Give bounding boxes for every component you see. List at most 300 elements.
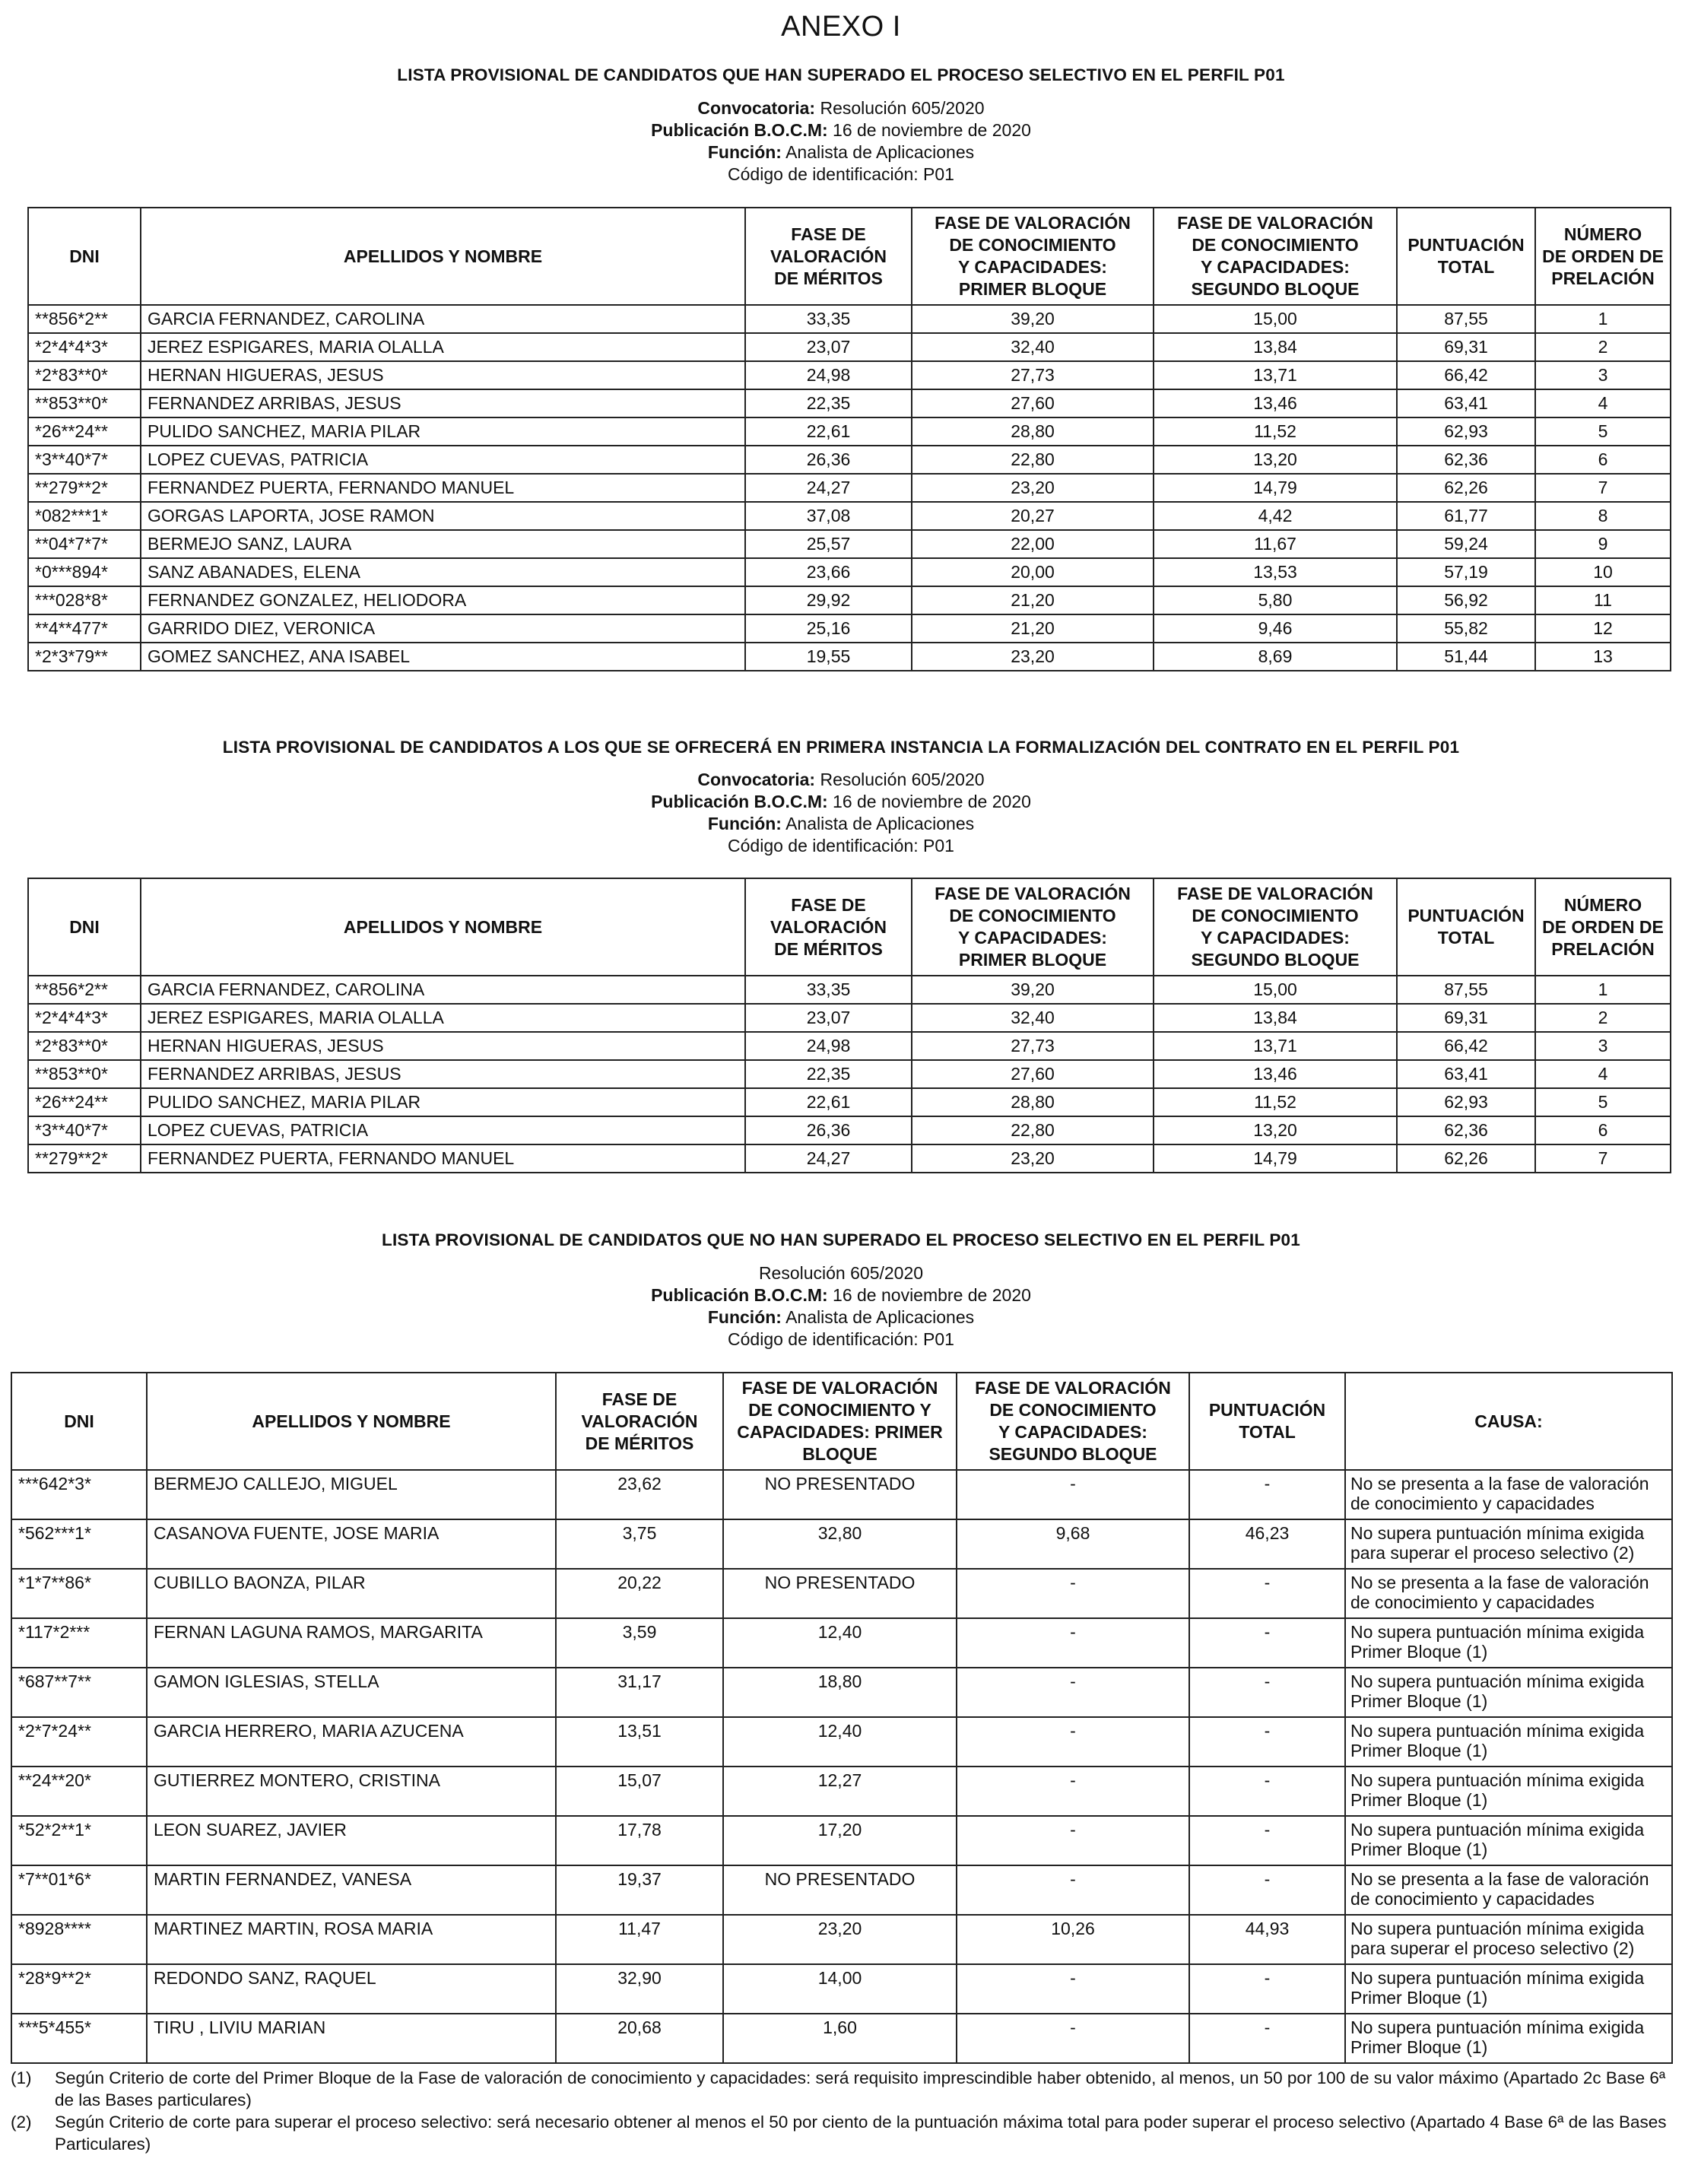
- meritos-cell: 33,35: [745, 305, 912, 333]
- name-cell: CASANOVA FUENTE, JOSE MARIA: [147, 1519, 556, 1569]
- col-segundo-bloque: FASE DE VALORACIÓN DE CONOCIMIENTO Y CAPACIDADES: SEGUNDO BLOQUE: [957, 1373, 1189, 1470]
- dni-cell: *2*3*79**: [28, 643, 141, 671]
- primer-bloque-cell: 27,60: [912, 389, 1154, 417]
- col-total: PUNTUACIÓN TOTAL: [1397, 878, 1535, 976]
- name-cell: FERNANDEZ PUERTA, FERNANDO MANUEL: [141, 1144, 745, 1173]
- col-meritos: FASE DE VALORACIÓN DE MÉRITOS: [745, 878, 912, 976]
- primer-bloque-cell: NO PRESENTADO: [723, 1569, 957, 1618]
- name-cell: TIRU , LIVIU MARIAN: [147, 2014, 556, 2063]
- table-header-row: [28, 878, 1671, 976]
- meritos-cell: 24,98: [745, 361, 912, 389]
- segundo-bloque-cell: 13,46: [1154, 389, 1397, 417]
- segundo-bloque-cell: -: [957, 1717, 1189, 1767]
- total-cell: -: [1189, 1470, 1345, 1519]
- primer-bloque-cell: NO PRESENTADO: [723, 1865, 957, 1915]
- table-row: [11, 1915, 1672, 1964]
- table-row: [11, 1964, 1672, 2014]
- dni-cell: **279**2*: [28, 474, 141, 502]
- section3-meta: [0, 1262, 1682, 1351]
- meritos-cell: 22,61: [745, 417, 912, 446]
- meritos-cell: 3,59: [556, 1618, 723, 1668]
- orden-cell: 3: [1535, 1032, 1671, 1060]
- total-cell: 66,42: [1397, 1032, 1535, 1060]
- dni-cell: **856*2**: [28, 305, 141, 333]
- segundo-bloque-cell: 13,46: [1154, 1060, 1397, 1088]
- meritos-cell: 23,07: [745, 333, 912, 361]
- primer-bloque-cell: 14,00: [723, 1964, 957, 2014]
- primer-bloque-cell: 39,20: [912, 976, 1154, 1004]
- table-row: [11, 1767, 1672, 1816]
- section2-heading: LISTA PROVISIONAL DE CANDIDATOS A LOS QUE SE OFRECERÁ EN PRIMERA INSTANCIA LA FORMALIZACIÓN DEL CONTRATO EN EL PERFIL P01: [222, 738, 1460, 757]
- segundo-bloque-cell: 13,20: [1154, 1116, 1397, 1144]
- total-cell: 62,36: [1397, 1116, 1535, 1144]
- segundo-bloque-cell: -: [957, 1816, 1189, 1865]
- table-row: [28, 586, 1671, 614]
- meritos-cell: 24,98: [745, 1032, 912, 1060]
- dni-cell: *2*7*24**: [11, 1717, 147, 1767]
- causa-cell: No supera puntuación mínima exigida Primer Bloque (1): [1345, 1964, 1672, 2014]
- total-cell: -: [1189, 1865, 1345, 1915]
- primer-bloque-cell: 23,20: [912, 643, 1154, 671]
- meritos-cell: 33,35: [745, 976, 912, 1004]
- total-cell: 51,44: [1397, 643, 1535, 671]
- dni-cell: *2*4*4*3*: [28, 1004, 141, 1032]
- name-cell: LOPEZ CUEVAS, PATRICIA: [141, 446, 745, 474]
- dni-cell: **4**477*: [28, 614, 141, 643]
- total-cell: -: [1189, 1569, 1345, 1618]
- meta-convocatoria: Convocatoria: Resolución 605/2020: [697, 98, 985, 118]
- primer-bloque-cell: 27,73: [912, 361, 1154, 389]
- table-row: [11, 1470, 1672, 1519]
- table-row: [11, 2014, 1672, 2063]
- primer-bloque-cell: 27,73: [912, 1032, 1154, 1060]
- name-cell: MARTINEZ MARTIN, ROSA MARIA: [147, 1915, 556, 1964]
- segundo-bloque-cell: -: [957, 1470, 1189, 1519]
- primer-bloque-cell: 22,00: [912, 530, 1154, 558]
- meritos-cell: 24,27: [745, 474, 912, 502]
- table-row: [28, 530, 1671, 558]
- primer-bloque-cell: 20,00: [912, 558, 1154, 586]
- section1-table: [27, 207, 1671, 671]
- segundo-bloque-cell: 13,71: [1154, 361, 1397, 389]
- table-row: [28, 502, 1671, 530]
- name-cell: GARCIA FERNANDEZ, CAROLINA: [141, 305, 745, 333]
- segundo-bloque-cell: -: [957, 1618, 1189, 1668]
- total-cell: 66,42: [1397, 361, 1535, 389]
- table-row: [11, 1865, 1672, 1915]
- name-cell: LOPEZ CUEVAS, PATRICIA: [141, 1116, 745, 1144]
- table-row: [28, 474, 1671, 502]
- footnote-1: (1) Según Criterio de corte del Primer Bloque de la Fase de valoración de conocimiento y capacidades: será requisito imprescindible haber obtenido, al menos, un 50 por 100 de su valor máximo (Apartado 2c Base 6ª de las Bases particulares): [11, 2068, 1666, 2109]
- causa-cell: No supera puntuación mínima exigida para superar el proceso selectivo (2): [1345, 1519, 1672, 1569]
- orden-cell: 4: [1535, 389, 1671, 417]
- dni-cell: *26**24**: [28, 1088, 141, 1116]
- dni-cell: **24**20*: [11, 1767, 147, 1816]
- total-cell: 59,24: [1397, 530, 1535, 558]
- dni-cell: ***5*455*: [11, 2014, 147, 2063]
- name-cell: GOMEZ SANCHEZ, ANA ISABEL: [141, 643, 745, 671]
- name-cell: GARRIDO DIEZ, VERONICA: [141, 614, 745, 643]
- meritos-cell: 32,90: [556, 1964, 723, 2014]
- table-row: [11, 1618, 1672, 1668]
- name-cell: PULIDO SANCHEZ, MARIA PILAR: [141, 1088, 745, 1116]
- segundo-bloque-cell: -: [957, 1668, 1189, 1717]
- col-total: PUNTUACIÓN TOTAL: [1189, 1373, 1345, 1470]
- col-orden: NÚMERO DE ORDEN DE PRELACIÓN: [1535, 208, 1671, 305]
- primer-bloque-cell: 32,40: [912, 333, 1154, 361]
- name-cell: HERNAN HIGUERAS, JESUS: [141, 361, 745, 389]
- causa-cell: No supera puntuación mínima exigida Primer Bloque (1): [1345, 1816, 1672, 1865]
- col-nombre: APELLIDOS Y NOMBRE: [141, 208, 745, 305]
- name-cell: REDONDO SANZ, RAQUEL: [147, 1964, 556, 2014]
- meta-codigo: Código de identificación: P01: [728, 164, 954, 184]
- name-cell: GAMON IGLESIAS, STELLA: [147, 1668, 556, 1717]
- table-row: [28, 361, 1671, 389]
- name-cell: FERNANDEZ PUERTA, FERNANDO MANUEL: [141, 474, 745, 502]
- col-total: PUNTUACIÓN TOTAL: [1397, 208, 1535, 305]
- table-row: [28, 976, 1671, 1004]
- table-row: [28, 333, 1671, 361]
- total-cell: 87,55: [1397, 976, 1535, 1004]
- dni-cell: *117*2***: [11, 1618, 147, 1668]
- primer-bloque-cell: 17,20: [723, 1816, 957, 1865]
- dni-cell: *0***894*: [28, 558, 141, 586]
- table-row: [28, 446, 1671, 474]
- total-cell: -: [1189, 1816, 1345, 1865]
- primer-bloque-cell: 12,40: [723, 1717, 957, 1767]
- name-cell: JEREZ ESPIGARES, MARIA OLALLA: [141, 333, 745, 361]
- section2-meta: [0, 769, 1682, 857]
- meritos-cell: 23,07: [745, 1004, 912, 1032]
- orden-cell: 7: [1535, 474, 1671, 502]
- dni-cell: *1*7**86*: [11, 1569, 147, 1618]
- causa-cell: No supera puntuación mínima exigida Primer Bloque (1): [1345, 1717, 1672, 1767]
- primer-bloque-cell: 27,60: [912, 1060, 1154, 1088]
- table-row: [28, 1144, 1671, 1173]
- dni-cell: *2*4*4*3*: [28, 333, 141, 361]
- total-cell: -: [1189, 1964, 1345, 2014]
- meritos-cell: 23,62: [556, 1470, 723, 1519]
- meta-codigo: Código de identificación: P01: [728, 836, 954, 856]
- dni-cell: *3**40*7*: [28, 1116, 141, 1144]
- meta-publicacion: Publicación B.O.C.M: 16 de noviembre de 2020: [651, 120, 1031, 140]
- segundo-bloque-cell: 11,67: [1154, 530, 1397, 558]
- causa-cell: No supera puntuación mínima exigida Primer Bloque (1): [1345, 1767, 1672, 1816]
- total-cell: -: [1189, 2014, 1345, 2063]
- total-cell: -: [1189, 1668, 1345, 1717]
- orden-cell: 1: [1535, 976, 1671, 1004]
- table-row: [11, 1519, 1672, 1569]
- meritos-cell: 11,47: [556, 1915, 723, 1964]
- segundo-bloque-cell: 13,84: [1154, 333, 1397, 361]
- primer-bloque-cell: 23,20: [912, 1144, 1154, 1173]
- meritos-cell: 24,27: [745, 1144, 912, 1173]
- segundo-bloque-cell: 9,46: [1154, 614, 1397, 643]
- causa-cell: No se presenta a la fase de valoración de conocimiento y capacidades: [1345, 1569, 1672, 1618]
- table-row: [28, 1004, 1671, 1032]
- primer-bloque-cell: 21,20: [912, 586, 1154, 614]
- dni-cell: *28*9**2*: [11, 1964, 147, 2014]
- total-cell: 56,92: [1397, 586, 1535, 614]
- name-cell: GUTIERREZ MONTERO, CRISTINA: [147, 1767, 556, 1816]
- dni-cell: **853**0*: [28, 1060, 141, 1088]
- col-causa: CAUSA:: [1345, 1373, 1672, 1470]
- table-row: [28, 614, 1671, 643]
- total-cell: 46,23: [1189, 1519, 1345, 1569]
- footnotes: [11, 2067, 1673, 2155]
- dni-cell: *562***1*: [11, 1519, 147, 1569]
- total-cell: -: [1189, 1767, 1345, 1816]
- meta-resolucion: Resolución 605/2020: [758, 1263, 924, 1283]
- section3-heading: LISTA PROVISIONAL DE CANDIDATOS QUE NO HAN SUPERADO EL PROCESO SELECTIVO EN EL PERFIL P01: [382, 1230, 1300, 1249]
- orden-cell: 8: [1535, 502, 1671, 530]
- causa-cell: No supera puntuación mínima exigida Primer Bloque (1): [1345, 1668, 1672, 1717]
- meritos-cell: 20,68: [556, 2014, 723, 2063]
- col-primer-bloque: FASE DE VALORACIÓN DE CONOCIMIENTO Y CAPACIDADES: PRIMER BLOQUE: [912, 878, 1154, 976]
- dni-cell: *8928****: [11, 1915, 147, 1964]
- dni-cell: **853**0*: [28, 389, 141, 417]
- table-row: [28, 558, 1671, 586]
- meritos-cell: 19,55: [745, 643, 912, 671]
- name-cell: GARCIA HERRERO, MARIA AZUCENA: [147, 1717, 556, 1767]
- causa-cell: No se presenta a la fase de valoración de conocimiento y capacidades: [1345, 1470, 1672, 1519]
- segundo-bloque-cell: 14,79: [1154, 474, 1397, 502]
- name-cell: FERNANDEZ ARRIBAS, JESUS: [141, 1060, 745, 1088]
- primer-bloque-cell: 12,40: [723, 1618, 957, 1668]
- total-cell: 62,26: [1397, 1144, 1535, 1173]
- segundo-bloque-cell: 13,20: [1154, 446, 1397, 474]
- dni-cell: *52*2**1*: [11, 1816, 147, 1865]
- col-meritos: FASE DE VALORACIÓN DE MÉRITOS: [745, 208, 912, 305]
- primer-bloque-cell: NO PRESENTADO: [723, 1470, 957, 1519]
- segundo-bloque-cell: -: [957, 1569, 1189, 1618]
- segundo-bloque-cell: -: [957, 1865, 1189, 1915]
- causa-cell: No supera puntuación mínima exigida Primer Bloque (1): [1345, 1618, 1672, 1668]
- col-dni: DNI: [11, 1373, 147, 1470]
- meritos-cell: 22,35: [745, 389, 912, 417]
- segundo-bloque-cell: 14,79: [1154, 1144, 1397, 1173]
- meritos-cell: 17,78: [556, 1816, 723, 1865]
- meta-codigo: Código de identificación: P01: [728, 1329, 954, 1349]
- col-nombre: APELLIDOS Y NOMBRE: [141, 878, 745, 976]
- dni-cell: **04*7*7*: [28, 530, 141, 558]
- primer-bloque-cell: 22,80: [912, 446, 1154, 474]
- table-header-row: [28, 208, 1671, 305]
- name-cell: FERNAN LAGUNA RAMOS, MARGARITA: [147, 1618, 556, 1668]
- section1-heading: LISTA PROVISIONAL DE CANDIDATOS QUE HAN SUPERADO EL PROCESO SELECTIVO EN EL PERFIL P01: [397, 65, 1285, 84]
- meritos-cell: 25,16: [745, 614, 912, 643]
- segundo-bloque-cell: -: [957, 1964, 1189, 2014]
- table-row: [28, 389, 1671, 417]
- total-cell: 61,77: [1397, 502, 1535, 530]
- meta-funcion: Función: Analista de Aplicaciones: [707, 1307, 975, 1327]
- dni-cell: ***028*8*: [28, 586, 141, 614]
- orden-cell: 1: [1535, 305, 1671, 333]
- orden-cell: 2: [1535, 1004, 1671, 1032]
- col-primer-bloque: FASE DE VALORACIÓN DE CONOCIMIENTO Y CAPACIDADES: PRIMER BLOQUE: [723, 1373, 957, 1470]
- meritos-cell: 15,07: [556, 1767, 723, 1816]
- segundo-bloque-cell: 15,00: [1154, 305, 1397, 333]
- segundo-bloque-cell: 13,84: [1154, 1004, 1397, 1032]
- meritos-cell: 37,08: [745, 502, 912, 530]
- segundo-bloque-cell: 13,53: [1154, 558, 1397, 586]
- table-row: [28, 1060, 1671, 1088]
- total-cell: 63,41: [1397, 389, 1535, 417]
- name-cell: GORGAS LAPORTA, JOSE RAMON: [141, 502, 745, 530]
- primer-bloque-cell: 1,60: [723, 2014, 957, 2063]
- primer-bloque-cell: 20,27: [912, 502, 1154, 530]
- total-cell: 44,93: [1189, 1915, 1345, 1964]
- segundo-bloque-cell: -: [957, 1767, 1189, 1816]
- total-cell: -: [1189, 1618, 1345, 1668]
- orden-cell: 6: [1535, 446, 1671, 474]
- dni-cell: **279**2*: [28, 1144, 141, 1173]
- dni-cell: *687**7**: [11, 1668, 147, 1717]
- footnote-2: (2) Según Criterio de corte para superar el proceso selectivo: será necesario obtener al menos el 50 por ciento de la puntuación máxima total para poder superar el proceso selectivo (Apartado 4 Base 6ª de las Bases Particulares): [11, 2113, 1667, 2154]
- dni-cell: *7**01*6*: [11, 1865, 147, 1915]
- total-cell: 57,19: [1397, 558, 1535, 586]
- causa-cell: No supera puntuación mínima exigida Primer Bloque (1): [1345, 2014, 1672, 2063]
- name-cell: MARTIN FERNANDEZ, VANESA: [147, 1865, 556, 1915]
- meta-convocatoria: Convocatoria: Resolución 605/2020: [697, 770, 985, 789]
- name-cell: BERMEJO CALLEJO, MIGUEL: [147, 1470, 556, 1519]
- orden-cell: 5: [1535, 417, 1671, 446]
- table-header-row: [11, 1373, 1672, 1470]
- primer-bloque-cell: 32,40: [912, 1004, 1154, 1032]
- orden-cell: 7: [1535, 1144, 1671, 1173]
- dni-cell: *26**24**: [28, 417, 141, 446]
- name-cell: LEON SUAREZ, JAVIER: [147, 1816, 556, 1865]
- name-cell: HERNAN HIGUERAS, JESUS: [141, 1032, 745, 1060]
- segundo-bloque-cell: 11,52: [1154, 417, 1397, 446]
- name-cell: JEREZ ESPIGARES, MARIA OLALLA: [141, 1004, 745, 1032]
- table-row: [28, 417, 1671, 446]
- col-meritos: FASE DE VALORACIÓN DE MÉRITOS: [556, 1373, 723, 1470]
- meritos-cell: 25,57: [745, 530, 912, 558]
- meta-publicacion: Publicación B.O.C.M: 16 de noviembre de 2020: [651, 792, 1031, 811]
- table-row: [28, 1116, 1671, 1144]
- total-cell: 62,93: [1397, 417, 1535, 446]
- meritos-cell: 20,22: [556, 1569, 723, 1618]
- dni-cell: **856*2**: [28, 976, 141, 1004]
- meta-publicacion: Publicación B.O.C.M: 16 de noviembre de 2020: [651, 1285, 1031, 1305]
- total-cell: 62,26: [1397, 474, 1535, 502]
- primer-bloque-cell: 28,80: [912, 1088, 1154, 1116]
- name-cell: CUBILLO BAONZA, PILAR: [147, 1569, 556, 1618]
- table-row: [11, 1668, 1672, 1717]
- meritos-cell: 26,36: [745, 446, 912, 474]
- primer-bloque-cell: 39,20: [912, 305, 1154, 333]
- dni-cell: *2*83**0*: [28, 361, 141, 389]
- total-cell: 69,31: [1397, 1004, 1535, 1032]
- primer-bloque-cell: 23,20: [723, 1915, 957, 1964]
- segundo-bloque-cell: 5,80: [1154, 586, 1397, 614]
- table-row: [28, 1088, 1671, 1116]
- table-row: [28, 305, 1671, 333]
- col-nombre: APELLIDOS Y NOMBRE: [147, 1373, 556, 1470]
- name-cell: FERNANDEZ GONZALEZ, HELIODORA: [141, 586, 745, 614]
- segundo-bloque-cell: 13,71: [1154, 1032, 1397, 1060]
- meritos-cell: 23,66: [745, 558, 912, 586]
- segundo-bloque-cell: 15,00: [1154, 976, 1397, 1004]
- col-orden: NÚMERO DE ORDEN DE PRELACIÓN: [1535, 878, 1671, 976]
- primer-bloque-cell: 12,27: [723, 1767, 957, 1816]
- primer-bloque-cell: 28,80: [912, 417, 1154, 446]
- meritos-cell: 31,17: [556, 1668, 723, 1717]
- name-cell: BERMEJO SANZ, LAURA: [141, 530, 745, 558]
- meritos-cell: 22,35: [745, 1060, 912, 1088]
- table-row: [11, 1717, 1672, 1767]
- segundo-bloque-cell: 8,69: [1154, 643, 1397, 671]
- primer-bloque-cell: 22,80: [912, 1116, 1154, 1144]
- meritos-cell: 22,61: [745, 1088, 912, 1116]
- primer-bloque-cell: 23,20: [912, 474, 1154, 502]
- name-cell: GARCIA FERNANDEZ, CAROLINA: [141, 976, 745, 1004]
- segundo-bloque-cell: 10,26: [957, 1915, 1189, 1964]
- primer-bloque-cell: 21,20: [912, 614, 1154, 643]
- meritos-cell: 26,36: [745, 1116, 912, 1144]
- primer-bloque-cell: 18,80: [723, 1668, 957, 1717]
- orden-cell: 11: [1535, 586, 1671, 614]
- orden-cell: 4: [1535, 1060, 1671, 1088]
- col-primer-bloque: FASE DE VALORACIÓN DE CONOCIMIENTO Y CAPACIDADES: PRIMER BLOQUE: [912, 208, 1154, 305]
- col-dni: DNI: [28, 208, 141, 305]
- meritos-cell: 19,37: [556, 1865, 723, 1915]
- total-cell: 55,82: [1397, 614, 1535, 643]
- dni-cell: *082***1*: [28, 502, 141, 530]
- primer-bloque-cell: 32,80: [723, 1519, 957, 1569]
- name-cell: FERNANDEZ ARRIBAS, JESUS: [141, 389, 745, 417]
- causa-cell: No supera puntuación mínima exigida para superar el proceso selectivo (2): [1345, 1915, 1672, 1964]
- meta-funcion: Función: Analista de Aplicaciones: [707, 142, 975, 162]
- orden-cell: 5: [1535, 1088, 1671, 1116]
- segundo-bloque-cell: -: [957, 2014, 1189, 2063]
- dni-cell: *2*83**0*: [28, 1032, 141, 1060]
- meta-funcion: Función: Analista de Aplicaciones: [707, 814, 975, 833]
- section2-table: [27, 878, 1671, 1173]
- col-segundo-bloque: FASE DE VALORACIÓN DE CONOCIMIENTO Y CAPACIDADES: SEGUNDO BLOQUE: [1154, 878, 1397, 976]
- orden-cell: 9: [1535, 530, 1671, 558]
- col-segundo-bloque: FASE DE VALORACIÓN DE CONOCIMIENTO Y CAPACIDADES: SEGUNDO BLOQUE: [1154, 208, 1397, 305]
- orden-cell: 10: [1535, 558, 1671, 586]
- orden-cell: 2: [1535, 333, 1671, 361]
- total-cell: 62,93: [1397, 1088, 1535, 1116]
- table-row: [28, 643, 1671, 671]
- segundo-bloque-cell: 11,52: [1154, 1088, 1397, 1116]
- name-cell: SANZ ABANADES, ELENA: [141, 558, 745, 586]
- total-cell: -: [1189, 1717, 1345, 1767]
- orden-cell: 12: [1535, 614, 1671, 643]
- name-cell: PULIDO SANCHEZ, MARIA PILAR: [141, 417, 745, 446]
- orden-cell: 13: [1535, 643, 1671, 671]
- meritos-cell: 3,75: [556, 1519, 723, 1569]
- section3-table: [11, 1372, 1673, 2064]
- causa-cell: No se presenta a la fase de valoración de conocimiento y capacidades: [1345, 1865, 1672, 1915]
- total-cell: 87,55: [1397, 305, 1535, 333]
- total-cell: 62,36: [1397, 446, 1535, 474]
- section1-meta: [0, 97, 1682, 186]
- table-row: [11, 1816, 1672, 1865]
- meritos-cell: 13,51: [556, 1717, 723, 1767]
- segundo-bloque-cell: 4,42: [1154, 502, 1397, 530]
- table-row: [28, 1032, 1671, 1060]
- orden-cell: 6: [1535, 1116, 1671, 1144]
- segundo-bloque-cell: 9,68: [957, 1519, 1189, 1569]
- orden-cell: 3: [1535, 361, 1671, 389]
- total-cell: 69,31: [1397, 333, 1535, 361]
- col-dni: DNI: [28, 878, 141, 976]
- table-row: [11, 1569, 1672, 1618]
